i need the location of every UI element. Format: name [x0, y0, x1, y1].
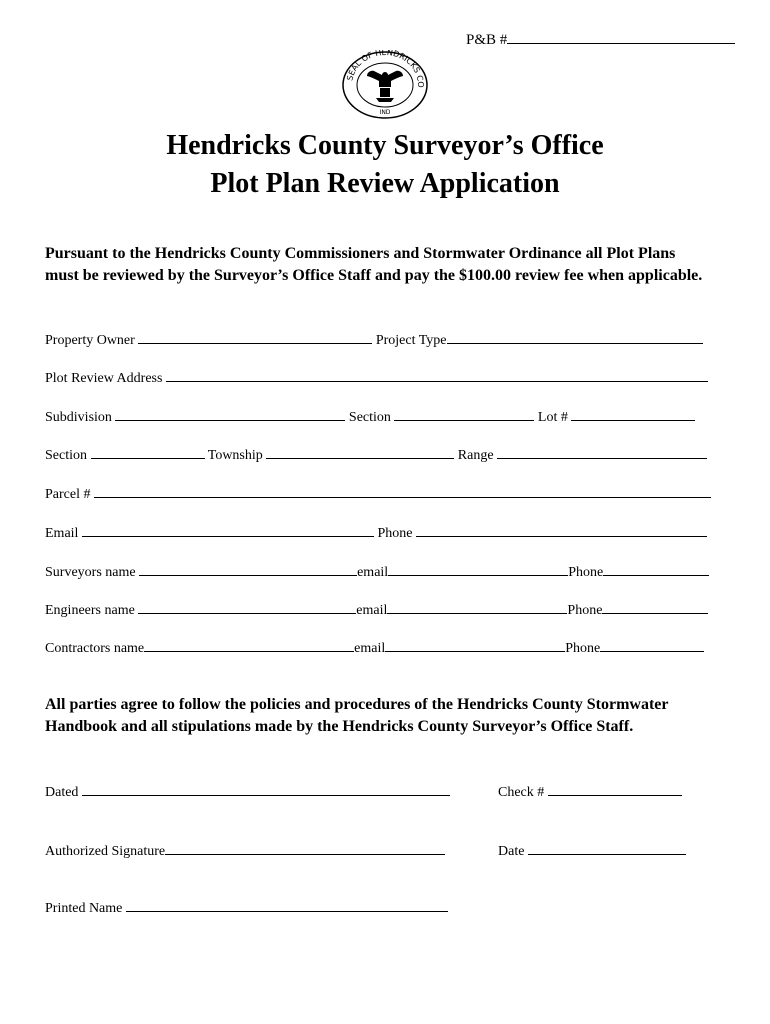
project-type-field[interactable] [447, 330, 703, 344]
pb-number-label: P&B # [466, 32, 508, 48]
surveyor-email-field[interactable] [388, 562, 568, 576]
contractors-name-field[interactable] [144, 638, 354, 652]
surveyor-email-label: email [357, 565, 389, 580]
printed-name-field[interactable] [126, 898, 448, 912]
engineer-phone-label: Phone [567, 603, 603, 618]
property-owner-label: Property Owner [45, 333, 135, 348]
row-contractor [45, 638, 704, 657]
engineers-name-field[interactable] [138, 600, 356, 614]
row-signature [45, 841, 445, 860]
eagle-seal-icon [340, 50, 430, 120]
subdivision-label: Subdivision [45, 410, 112, 425]
dated-field[interactable] [82, 782, 450, 796]
engineers-name-label: Engineers name [45, 603, 135, 618]
contractor-email-label: email [354, 641, 386, 656]
contractor-phone-field[interactable] [600, 638, 704, 652]
row-dated [45, 782, 450, 801]
plot-review-address-field[interactable] [166, 368, 708, 382]
page-title [0, 127, 770, 203]
check-label: Check # [498, 785, 545, 800]
phone-field[interactable] [416, 523, 707, 537]
email-label: Email [45, 526, 79, 541]
authorized-signature-field[interactable] [165, 841, 445, 855]
pb-number-row [466, 30, 735, 48]
contractors-name-label: Contractors name [45, 641, 145, 656]
seal-ring-text: SEAL OF HENDRICKS CO [345, 50, 426, 88]
section2-label: Section [45, 448, 87, 463]
row-subdivision [45, 407, 695, 426]
agreement-paragraph: All parties agree to follow the policies and procedures of the Hendricks County Stormwater Handbook and all stipulations made by the Hendricks County Surveyor’s Office Staff. [45, 696, 669, 735]
surveyors-name-label: Surveyors name [45, 565, 136, 580]
range-field[interactable] [497, 445, 707, 459]
surveyor-phone-field[interactable] [603, 562, 709, 576]
range-label: Range [457, 448, 494, 463]
date-field[interactable] [528, 841, 686, 855]
row-date [498, 841, 686, 860]
section-label: Section [348, 410, 391, 425]
surveyors-name-field[interactable] [139, 562, 357, 576]
authorized-signature-label: Authorized Signature [45, 844, 166, 859]
engineer-phone-field[interactable] [602, 600, 708, 614]
section-field[interactable] [394, 407, 534, 421]
section2-field[interactable] [91, 445, 205, 459]
row-surveyor [45, 562, 709, 581]
township-field[interactable] [266, 445, 454, 459]
contractor-phone-label: Phone [565, 641, 601, 656]
pb-number-field[interactable] [507, 30, 735, 44]
date-label: Date [498, 844, 525, 859]
seal-year-text: IND [379, 109, 391, 116]
title-line-2: Plot Plan Review Application [210, 168, 560, 199]
intro-paragraph: Pursuant to the Hendricks County Commissioners and Stormwater Ordinance all Plot Plans must be reviewed by the Surveyor’s Office Staff and pay the $100.00 review fee when applicable. [45, 245, 703, 284]
row-parcel [45, 484, 711, 503]
row-owner [45, 330, 703, 349]
row-engineer [45, 600, 708, 619]
dated-label: Dated [45, 785, 79, 800]
row-township [45, 445, 707, 464]
phone-label: Phone [377, 526, 413, 541]
engineer-email-label: email [356, 603, 388, 618]
contractor-email-field[interactable] [385, 638, 565, 652]
row-address [45, 368, 708, 387]
title-line-1: Hendricks County Surveyor’s Office [166, 130, 604, 161]
row-printed-name [45, 898, 448, 917]
project-type-label: Project Type [375, 333, 447, 348]
surveyor-phone-label: Phone [568, 565, 604, 580]
township-label: Township [207, 448, 263, 463]
parcel-field[interactable] [94, 484, 711, 498]
printed-name-label: Printed Name [45, 901, 123, 916]
county-seal [340, 50, 430, 120]
parcel-label: Parcel # [45, 487, 91, 502]
email-field[interactable] [82, 523, 374, 537]
check-field[interactable] [548, 782, 682, 796]
plot-review-address-label: Plot Review Address [45, 371, 163, 386]
lot-field[interactable] [571, 407, 695, 421]
engineer-email-field[interactable] [387, 600, 567, 614]
property-owner-field[interactable] [138, 330, 372, 344]
subdivision-field[interactable] [115, 407, 345, 421]
row-check [498, 782, 682, 801]
row-email [45, 523, 707, 542]
lot-label: Lot # [537, 410, 568, 425]
